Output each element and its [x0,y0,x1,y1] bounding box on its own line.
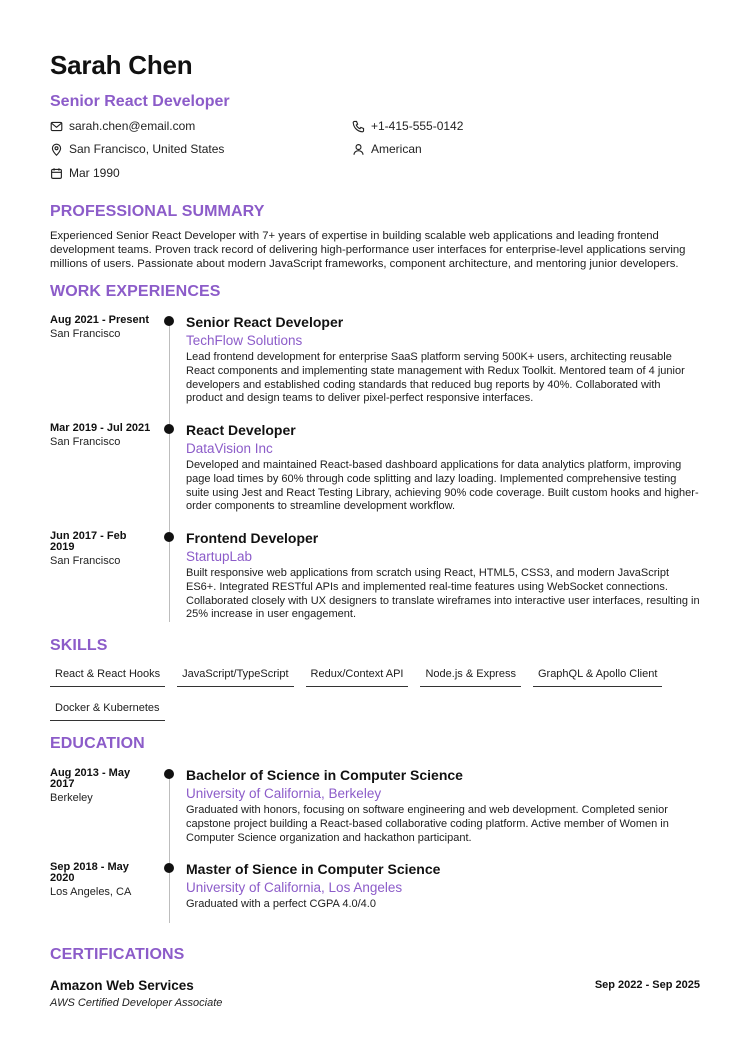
candidate-role: Senior React Developer [50,93,230,110]
job-description: Developed and maintained React-based dashboard applications for data analytics platform, improving page load times by 60% through code splitting and lazy loading. Implemented comprehensive testing suite using Jest and React Testing Library, achieving 90% code coverage. Built custom hooks and higher-order components to streamline development workflow. [186,459,699,513]
calendar-icon [50,167,63,180]
education-entry [50,861,700,923]
job-title: React Developer [186,422,296,439]
skill-tag: Docker & Kubernetes [50,700,165,721]
work-timeline [50,314,700,624]
education-date: Aug 2013 - May 2017 [50,767,131,791]
work-heading: WORK EXPERIENCES [50,283,221,301]
work-location: San Francisco [50,328,121,341]
education-location: Los Angeles, CA [50,886,132,899]
skill-tag: Node.js & Express [420,666,520,687]
contact-location [50,141,224,157]
certifications-heading: CERTIFICATIONS [50,946,185,964]
school-name: University of California, Los Angeles [186,880,403,896]
contact-email[interactable] [50,118,195,134]
nationality-text: American [371,142,422,156]
user-icon [352,143,365,156]
degree-title: Bachelor of Science in Computer Science [186,767,463,784]
phone-icon [352,120,365,133]
skill-tag: GraphQL & Apollo Client [533,666,662,687]
summary-heading: PROFESSIONAL SUMMARY [50,203,265,220]
skills-list [50,666,700,721]
job-description: Lead frontend development for enterprise SaaS platform serving 500K+ users, architecting reusable React components and implementing state management with Redux Toolkit. Mentored team of 4 junior developers and established coding standards that reduced bug reports by 40%. Collaborated with product and design teams to deliver pixel-perfect responsive interfaces. [186,351,685,405]
school-name: University of California, Berkeley [186,786,382,802]
candidate-name: Sarah Chen [50,50,193,80]
location-text: San Francisco, United States [69,142,225,156]
company-name: DataVision Inc [186,441,273,457]
job-description: Built responsive web applications from scratch using React, HTML5, CSS3, and modern JavaScript ES6+. Integrated RESTful APIs and implemented real-time features using WebSocket connections. Collaborated closely with UX designers to translate wireframes into interactive user interfaces, resulting in 25% increase in user engagement. [186,567,700,621]
contact-nationality [352,141,422,157]
work-date: Aug 2021 - Present [50,314,150,327]
skill-tag: Redux/Context API [306,666,409,687]
timeline-dot [164,316,174,326]
work-location: San Francisco [50,555,121,568]
contact-dob [50,165,120,181]
work-date: Mar 2019 - Jul 2021 [50,422,151,435]
job-title: Frontend Developer [186,530,319,547]
skill-tag: JavaScript/TypeScript [177,666,293,687]
cert-issuer: Amazon Web Services [50,978,194,994]
contact-phone[interactable] [352,118,463,134]
education-entry [50,767,700,861]
job-title: Senior React Developer [186,314,344,331]
education-date: Sep 2018 - May 2020 [50,861,129,885]
location-pin-icon [50,143,63,156]
education-description: Graduated with a perfect CGPA 4.0/4.0 [186,898,376,911]
work-location: San Francisco [50,436,121,449]
company-name: TechFlow Solutions [186,333,303,349]
cert-date: Sep 2022 - Sep 2025 [594,979,700,992]
work-date: Jun 2017 - Feb 2019 [50,530,127,554]
resume-page [50,50,700,1014]
education-description: Graduated with honors, focusing on software engineering and web development. Completed senior capstone project building a React-based collaborative coding platform. Active member of Women in Computer Science organization and hackathon participant. [186,804,669,844]
work-entry [50,530,700,624]
education-location: Berkeley [50,792,93,805]
summary-text: Experienced Senior React Developer with 7+ years of expertise in building scalable web applications and leading frontend development teams. Proven track record of delivering high-performance user interfaces for enterprise-level applications serving millions of users. Passionate about modern JavaScript frameworks, component architecture, and mentoring junior developers. [50,230,686,270]
phone-text: +1-415-555-0142 [371,119,464,133]
education-heading: EDUCATION [50,735,145,753]
email-text: sarah.chen@email.com [69,119,196,133]
timeline-dot [164,769,174,779]
contact-info [50,118,700,184]
work-entry [50,314,700,422]
mail-icon [50,120,63,133]
education-timeline [50,767,700,923]
timeline-dot [164,863,174,873]
timeline-dot [164,424,174,434]
work-entry [50,422,700,530]
company-name: StartupLab [186,549,253,565]
skills-heading: SKILLS [50,637,108,655]
certification-entry [50,978,700,1014]
degree-title: Master of Sience in Computer Science [186,861,441,878]
skill-tag: React & React Hooks [50,666,165,687]
dob-text: Mar 1990 [69,166,120,180]
timeline-dot [164,532,174,542]
cert-name: AWS Certified Developer Associate [50,997,223,1010]
